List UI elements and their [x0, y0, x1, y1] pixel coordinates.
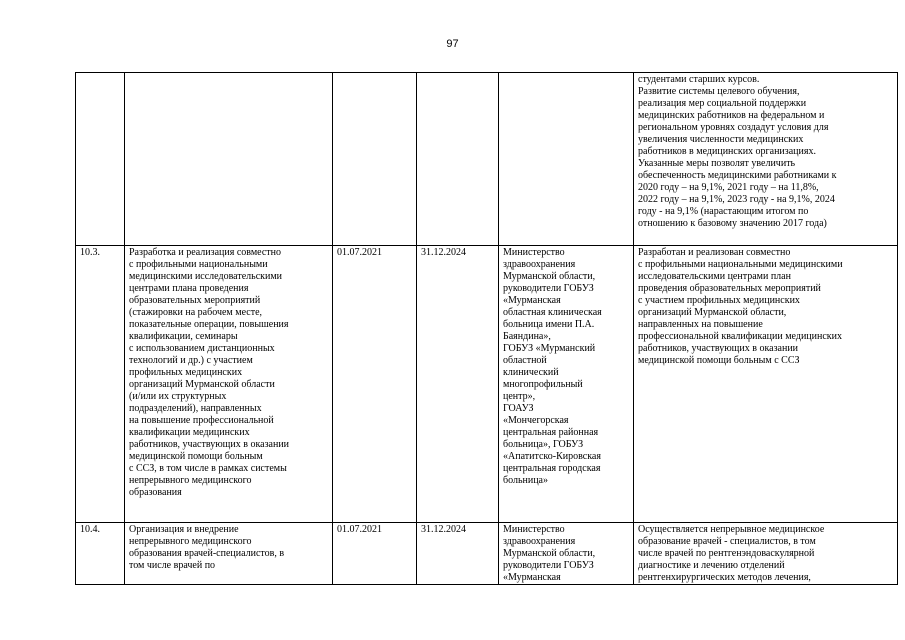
page-number: 97 — [446, 38, 459, 50]
item-number-cell: 10.4. — [76, 523, 125, 585]
result-cell: студентами старших курсов. Развитие системы целевого обучения, реализация мер социальной поддержки медицинских работников на федеральном и региональном уровнях создадут условия для увеличения численности медицинских работников в медицинских организациях. Указанные меры позволят увеличить обеспеченность медицинскими работниками к 2020 году – на 9,1%, 2021 году – на 11,8%, 2022 году – на 9,1%, 2023 году - на 9,1%, 2024 году - на 9,1% (нарастающим итогом по отношению к базовому значению 2017 года) — [634, 73, 898, 246]
measure-name-cell — [125, 73, 333, 246]
item-number-cell: 10.3. — [76, 246, 125, 523]
table-row — [76, 73, 898, 246]
start-date-cell: 01.07.2021 — [333, 246, 417, 523]
executors-cell: Министерство здравоохранения Мурманской области, руководители ГОБУЗ «Мурманская областная клиническая больница имени П.А. Баяндина», ГОБУЗ «Мурманский областной клинический многопрофильный центр», ГОАУЗ «Мончегорская центральная районная больница», ГОБУЗ «Апатитско-Кировская центральная городская больница» — [499, 246, 634, 523]
executors-cell — [499, 73, 634, 246]
end-date-cell: 31.12.2024 — [417, 246, 499, 523]
measures-table — [75, 72, 898, 585]
result-cell: Разработан и реализован совместно с профильными национальными медицинскими исследовательскими центрами план проведения образовательных мероприятий с участием профильных медицинских организаций Мурманской области, направленных на повышение профессиональной квалификации медицинских работников, участвующих в оказании медицинской помощи больным с ССЗ — [634, 246, 898, 523]
start-date-cell — [333, 73, 417, 246]
result-cell: Осуществляется непрерывное медицинское образование врачей - специалистов, в том числе врачей по рентгенэндоваскулярной диагностике и лечению отделений рентгенхирургических методов лечения, — [634, 523, 898, 585]
table-row — [76, 246, 898, 523]
measure-name-cell: Организация и внедрение непрерывного медицинского образования врачей-специалистов, в том числе врачей по — [125, 523, 333, 585]
executors-cell: Министерство здравоохранения Мурманской области, руководители ГОБУЗ «Мурманская — [499, 523, 634, 585]
start-date-cell: 01.07.2021 — [333, 523, 417, 585]
measure-name-cell: Разработка и реализация совместно с профильными национальными медицинскими исследовательскими центрами плана проведения образовательных мероприятий (стажировки на рабочем месте, показательные операции, повышения квалификации, семинары с использованием дистанционных технологий и др.) с участием профильных медицинских организаций Мурманской области (и/или их структурных подразделений), направленных на повышение профессиональной квалификации медицинских работников, участвующих в оказании медицинской помощи больным с ССЗ, в том числе в рамках системы непрерывного медицинского образования — [125, 246, 333, 523]
item-number-cell — [76, 73, 125, 246]
end-date-cell: 31.12.2024 — [417, 523, 499, 585]
end-date-cell — [417, 73, 499, 246]
table-row — [76, 523, 898, 585]
